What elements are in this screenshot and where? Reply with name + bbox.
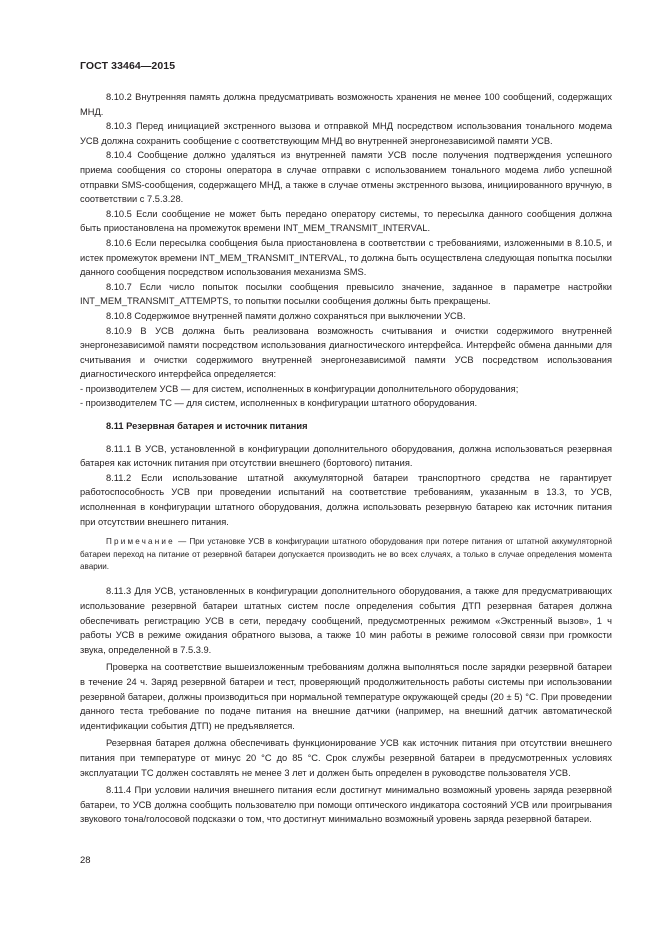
clause-8-10-5: 8.10.5 Если сообщение не может быть передано оператору системы, то пересылка данного сообщения должна быть приостановлена на промежуток времени INT_MEM_TRANSMIT_INTERVAL. bbox=[80, 208, 612, 234]
clause-8-10-9: 8.10.9 В УСВ должна быть реализована возможность считывания и очистки содержимого внутренней энергонезависимой памяти посредством использования диагностического интерфейса. Интерфейс обмена данными для считывания и очистки содержимого внутренней энергонезависимой памяти УСВ посредством использования диагностического интерфейса определяется: bbox=[80, 325, 612, 380]
clause-8-10-4: 8.10.4 Сообщение должно удаляться из внутренней памяти УСВ после получения подтверждения успешного приема сообщения со стороны оператора в случае отправки с использованием тонального модема либо успешной отправки SMS-сообщения, содержащего МНД, а также в случае отмены экстренного вызова, инициированного вручную, в соответствии с 7.5.3.28. bbox=[80, 150, 612, 205]
page-number: 28 bbox=[80, 855, 91, 866]
list-item-manufacturer-ts: - производителем ТС — для систем, исполненных в конфигурации штатного оборудования. bbox=[80, 398, 478, 409]
note-block bbox=[80, 536, 612, 573]
clause-8-11-4: 8.11.4 При условии наличия внешнего питания если достигнут минимально возможный уровень заряда резервной батареи, то УСВ должна сообщить пользователю при помощи оптического индикатора состояний УСВ или проигрывания звукового тона/голосовой подсказки о том, что достигнут минимально возможный уровень заряда резервной батареи. bbox=[80, 785, 612, 825]
section-heading-8-11: 8.11 Резервная батарея и источник питания bbox=[106, 421, 308, 432]
clause-8-11-2: 8.11.2 Если использование штатной аккумуляторной батареи транспортного средства не гарантирует работоспособность УСВ при проведении испытаний на соответствие требованиям, указанным в 13.3, то УСВ, исполненная в конфигурации штатного оборудования, должна использовать резервную батарею как источник питания при отсутствии внешнего питания. bbox=[80, 472, 612, 527]
list-item-manufacturer-usv: - производителем УСВ — для систем, исполненных в конфигурации дополнительного оборудования; bbox=[80, 383, 519, 394]
paragraph-verification: Проверка на соответствие вышеизложенным требованиям должна выполняться после зарядки резервной батареи в течение 24 ч. Заряд резервной батареи и тест, проверяющий продолжительность работы системы при использовании резервной батареи, должны производиться при нормальной температуре окружающей среды (20 ± 5) °С. При проведении данного теста требование по подаче питания на внешние датчики (например, на внешний датчик автоматической идентификации события ДТП) не предъявляется. bbox=[80, 662, 612, 731]
page-body bbox=[80, 90, 612, 827]
clause-8-10-3: 8.10.3 Перед инициацией экстренного вызова и отправкой МНД посредством использования тонального модема УСВ должна сохранить сообщение с соответствующим МНД во внутренней энергонезависимой памяти УСВ. bbox=[80, 121, 612, 146]
note-label: Примечание bbox=[106, 537, 175, 547]
document-header: ГОСТ 33464—2015 bbox=[80, 60, 176, 72]
clause-8-10-2: 8.10.2 Внутренняя память должна предусматривать возможность хранения не менее 100 сообщений, содержащих МНД. bbox=[80, 92, 612, 117]
clause-8-10-7: 8.10.7 Если число попыток посылки сообщения превысило значение, заданное в параметре настройки INT_MEM_TRANSMIT_ATTEMPTS, то попытки посылки сообщения должны быть прекращены. bbox=[80, 281, 612, 307]
note-text: — При установке УСВ в конфигурации штатного оборудования при потере питания от штатной аккумуляторной батареи переход на питание от резервной батареи допускается производить не во всех случаях, а только в случае определения момента аварии. bbox=[80, 537, 612, 572]
clause-8-11-1: 8.11.1 В УСВ, установленной в конфигурации дополнительного оборудования, должна использоваться резервная батарея как источник питания при отсутствии внешнего (бортового) питания. bbox=[80, 443, 612, 469]
clause-8-10-8: 8.10.8 Содержимое внутренней памяти должно сохраняться при выключении УСВ. bbox=[106, 310, 466, 321]
paragraph-backup-battery: Резервная батарея должна обеспечивать функционирование УСВ как источник питания при отсутствии внешнего питания при температуре от минус 20 °С до 85 °С. Срок службы резервной батареи в предусмотренных условиях эксплуатации ТС должен составлять не менее 3 лет и должен быть определен в руководстве пользователя УСВ. bbox=[80, 738, 612, 778]
clause-8-10-6: 8.10.6 Если пересылка сообщения была приостановлена в соответствии с требованиями, изложенными в 8.10.5, и истек промежуток времени INT_MEM_TRANSMIT_INTERVAL, то должна быть осуществлена следующая попытка посылки данного сообщения посредством использования механизма SMS. bbox=[80, 237, 612, 278]
clause-8-11-3: 8.11.3 Для УСВ, установленных в конфигурации дополнительного оборудования, а также для предусматривающих использование резервной батареи штатных систем после определения события ДТП резервная батарея должна обеспечивать регистрацию УСВ в сети, передачу сообщений, предусмотренных режимом «Экстренный вызов», 1 ч работы УСВ в режиме ожидания обратного вызова, а также 10 мин работы в режиме голосовой связи при громкости звука, определенной в 7.5.3.9. bbox=[80, 586, 612, 655]
